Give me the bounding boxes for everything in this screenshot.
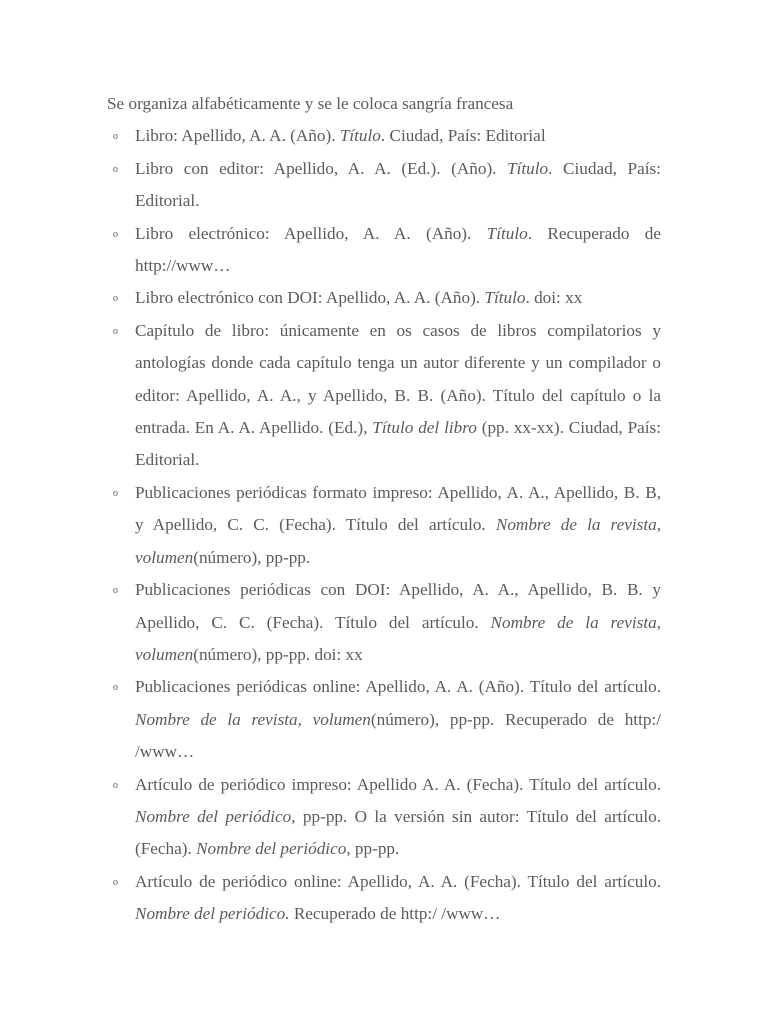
list-item-text: (número), pp-pp. doi: xx bbox=[193, 644, 363, 664]
list-item-text: Capítulo de libro: únicamente en os casos de libros compilatorios y antologías donde cada capítulo tenga un autor diferente y un compilador o editor: Apellido, A. A., y Apellido, B. B. (Año). Título del capítulo o la entrada. En A. A. Apellido. (Ed.), bbox=[135, 320, 661, 438]
italic-text: volumen bbox=[312, 709, 371, 729]
list-item bbox=[107, 671, 661, 768]
list-item-text: Artículo de periódico online: Apellido, A. A. (Fecha). Título del artículo. bbox=[135, 871, 661, 891]
list-item-text: , bbox=[656, 612, 661, 632]
list-item bbox=[107, 153, 661, 218]
list-item bbox=[107, 218, 661, 283]
list-item-text: , pp-pp. O la versión sin autor: Título del artículo. (Fecha). bbox=[135, 806, 661, 859]
list-item bbox=[107, 315, 661, 477]
italic-text: volumen bbox=[135, 644, 194, 664]
bullet-icon: o bbox=[113, 585, 118, 597]
italic-text: Título bbox=[507, 158, 549, 178]
list-item-text: . Ciudad, País: Editorial bbox=[380, 126, 546, 146]
bullet-icon: o bbox=[113, 325, 118, 337]
list-item-text: Artículo de periódico impreso: Apellido A. A. (Fecha). Título del artículo. bbox=[135, 774, 661, 794]
bullet-icon: o bbox=[113, 779, 118, 791]
list-item bbox=[107, 282, 661, 314]
reference-format-list bbox=[107, 120, 661, 930]
italic-text: Nombre de la revista bbox=[490, 612, 657, 632]
italic-text: Título bbox=[339, 126, 381, 146]
italic-text: Nombre del periódico bbox=[135, 806, 292, 826]
bullet-icon: o bbox=[113, 228, 118, 240]
list-item-text: Recuperado de http:/ /www… bbox=[289, 904, 501, 924]
list-item-text: (número), pp-pp. Recuperado de http:/ /www… bbox=[135, 709, 661, 762]
bullet-icon: o bbox=[113, 293, 118, 305]
list-item bbox=[107, 477, 661, 574]
list-item-text: , bbox=[297, 709, 313, 729]
list-item-text: Libro con editor: Apellido, A. A. (Ed.). (Año). bbox=[135, 158, 508, 178]
bullet-icon: o bbox=[113, 131, 118, 143]
italic-text: volumen bbox=[135, 547, 194, 567]
list-item-text: . Recuperado de http://www… bbox=[135, 223, 661, 276]
list-item bbox=[107, 574, 661, 671]
list-item bbox=[107, 866, 661, 931]
list-item-text: Libro electrónico: Apellido, A. A. (Año). bbox=[135, 223, 487, 243]
document-page bbox=[107, 88, 661, 931]
list-item-text: Publicaciones periódicas con DOI: Apellido, A. A., Apellido, B. B. y Apellido, C. C. (Fecha). Título del artículo. bbox=[135, 580, 661, 632]
italic-text: Título del libro bbox=[372, 418, 477, 438]
list-item-text: , bbox=[656, 515, 661, 535]
list-item-text: Publicaciones periódicas online: Apellido, A. A. (Año). Título del artículo. bbox=[135, 677, 661, 697]
bullet-icon: o bbox=[113, 487, 118, 499]
list-item bbox=[107, 120, 661, 152]
italic-text: Nombre del periódico bbox=[196, 839, 347, 859]
list-item-text: (pp. xx-xx). Ciudad, País: Editorial. bbox=[135, 418, 661, 470]
italic-text: Título bbox=[484, 288, 526, 308]
bullet-icon: o bbox=[113, 682, 118, 694]
bullet-icon: o bbox=[113, 876, 118, 888]
list-item-text: , pp-pp. bbox=[346, 839, 400, 859]
italic-text: Nombre de la revista bbox=[135, 709, 298, 729]
list-item-text: Libro electrónico con DOI: Apellido, A. A. (Año). bbox=[135, 288, 485, 308]
list-item bbox=[107, 769, 661, 866]
list-item-text: Publicaciones periódicas formato impreso: Apellido, A. A., Apellido, B. B, y Apellido, C. C. (Fecha). Título del artículo. bbox=[135, 482, 661, 535]
italic-text: Nombre de la revista bbox=[495, 515, 657, 535]
intro-paragraph: Se organiza alfabéticamente y se le coloca sangría francesa bbox=[107, 94, 514, 113]
list-item-text: . doi: xx bbox=[525, 288, 583, 308]
list-item-text: Libro: Apellido, A. A. (Año). bbox=[135, 126, 340, 146]
list-item-text: (número), pp-pp. bbox=[193, 547, 311, 567]
list-item-text: . Ciudad, País: Editorial. bbox=[135, 158, 661, 211]
bullet-icon: o bbox=[113, 163, 118, 175]
italic-text: Nombre del periódico. bbox=[135, 904, 290, 924]
italic-text: Título bbox=[486, 223, 528, 243]
